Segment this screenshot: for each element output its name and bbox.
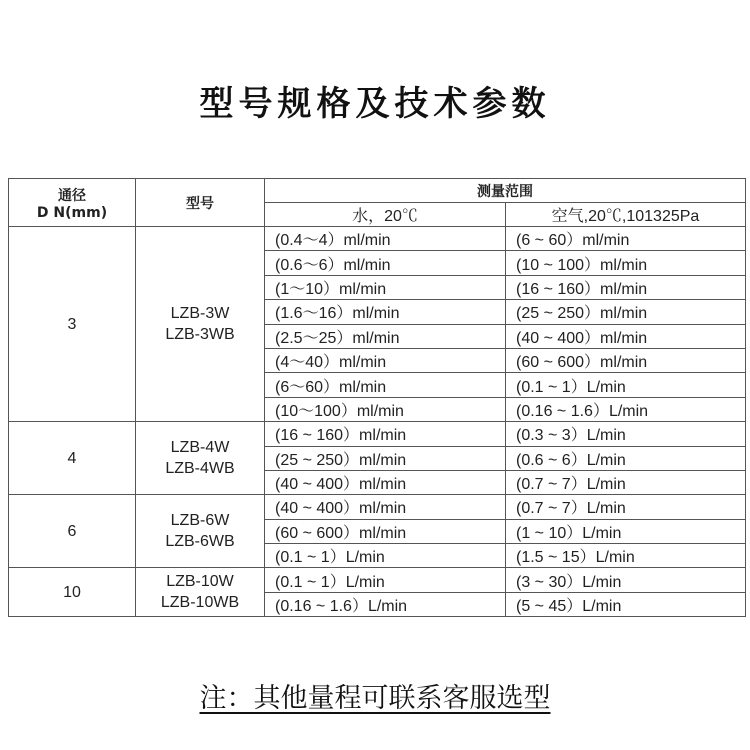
water-range-cell: (0.1 ~ 1）L/min [265, 568, 506, 592]
air-range-cell: (60 ~ 600）ml/min [506, 348, 746, 372]
table-header [9, 179, 746, 227]
water-range-cell: (10～100）ml/min [265, 397, 506, 421]
model-name: LZB-3WB [165, 326, 235, 344]
page-title: 型号规格及技术参数 [199, 84, 551, 124]
table-body [9, 227, 746, 617]
air-range-cell: (0.7 ~ 7）L/min [506, 495, 746, 519]
air-range-cell: (0.3 ~ 3）L/min [506, 422, 746, 446]
water-range-cell: (1.6～16）ml/min [265, 300, 506, 324]
water-range-cell: (2.5～25）ml/min [265, 324, 506, 348]
water-range-cell: (60 ~ 600）ml/min [265, 519, 506, 543]
model-header: 型号 [136, 179, 265, 227]
dn-header-line2: D N(mm) [36, 204, 108, 221]
air-range-cell: (0.16 ~ 1.6）L/min [506, 397, 746, 421]
water-range-cell: (0.4～4）ml/min [265, 227, 506, 251]
note [0, 676, 750, 715]
air-range-cell: (3 ~ 30）L/min [506, 568, 746, 592]
dn-cell: 6 [9, 495, 136, 568]
table-row [9, 568, 746, 592]
spec-table [8, 178, 746, 617]
model-name: LZB-4WB [165, 460, 235, 478]
model-name: LZB-3W [170, 305, 230, 323]
model-name: LZB-6WB [165, 533, 235, 551]
water-range-cell: (1～10）ml/min [265, 275, 506, 299]
water-range-cell: (16 ~ 160）ml/min [265, 422, 506, 446]
water-range-cell: (4～40）ml/min [265, 348, 506, 372]
air-range-cell: (1 ~ 10）L/min [506, 519, 746, 543]
table-row [9, 422, 746, 446]
water-range-cell: (0.16 ~ 1.6）L/min [265, 592, 506, 616]
air-range-cell: (1.5 ~ 15）L/min [506, 544, 746, 568]
air-range-cell: (0.1 ~ 1）L/min [506, 373, 746, 397]
dn-cell: 3 [9, 227, 136, 422]
air-range-cell: (40 ~ 400）ml/min [506, 324, 746, 348]
water-range-cell: (6～60）ml/min [265, 373, 506, 397]
water-range-cell: (0.1 ~ 1）L/min [265, 544, 506, 568]
air-range-cell: (25 ~ 250）ml/min [506, 300, 746, 324]
model-cell [136, 495, 265, 568]
water-range-cell: (40 ~ 400）ml/min [265, 470, 506, 494]
air-header: 空气,20℃,101325Pa [506, 203, 746, 227]
dn-header-line1: 通径 [58, 187, 86, 204]
model-name: LZB-10W [166, 573, 234, 591]
model-name: LZB-4W [170, 439, 230, 457]
water-range-cell: (40 ~ 400）ml/min [265, 495, 506, 519]
water-range-cell: (25 ~ 250）ml/min [265, 446, 506, 470]
air-range-cell: (10 ~ 100）ml/min [506, 251, 746, 275]
dn-cell: 4 [9, 422, 136, 495]
note-text: 注：其他量程可联系客服选型 [199, 683, 551, 714]
dn-cell: 10 [9, 568, 136, 617]
measure-range-header: 测量范围 [265, 179, 746, 203]
water-header: 水，20℃ [265, 203, 506, 227]
model-cell [136, 422, 265, 495]
dn-header [9, 179, 136, 227]
air-range-cell: (5 ~ 45）L/min [506, 592, 746, 616]
table-row [9, 227, 746, 251]
water-range-cell: (0.6～6）ml/min [265, 251, 506, 275]
model-name: LZB-6W [170, 512, 230, 530]
air-range-cell: (16 ~ 160）ml/min [506, 275, 746, 299]
air-range-cell: (0.6 ~ 6）L/min [506, 446, 746, 470]
model-cell [136, 227, 265, 422]
model-cell [136, 568, 265, 617]
table-row [9, 495, 746, 519]
air-range-cell: (0.7 ~ 7）L/min [506, 470, 746, 494]
air-range-cell: (6 ~ 60）ml/min [506, 227, 746, 251]
model-name: LZB-10WB [160, 594, 240, 612]
